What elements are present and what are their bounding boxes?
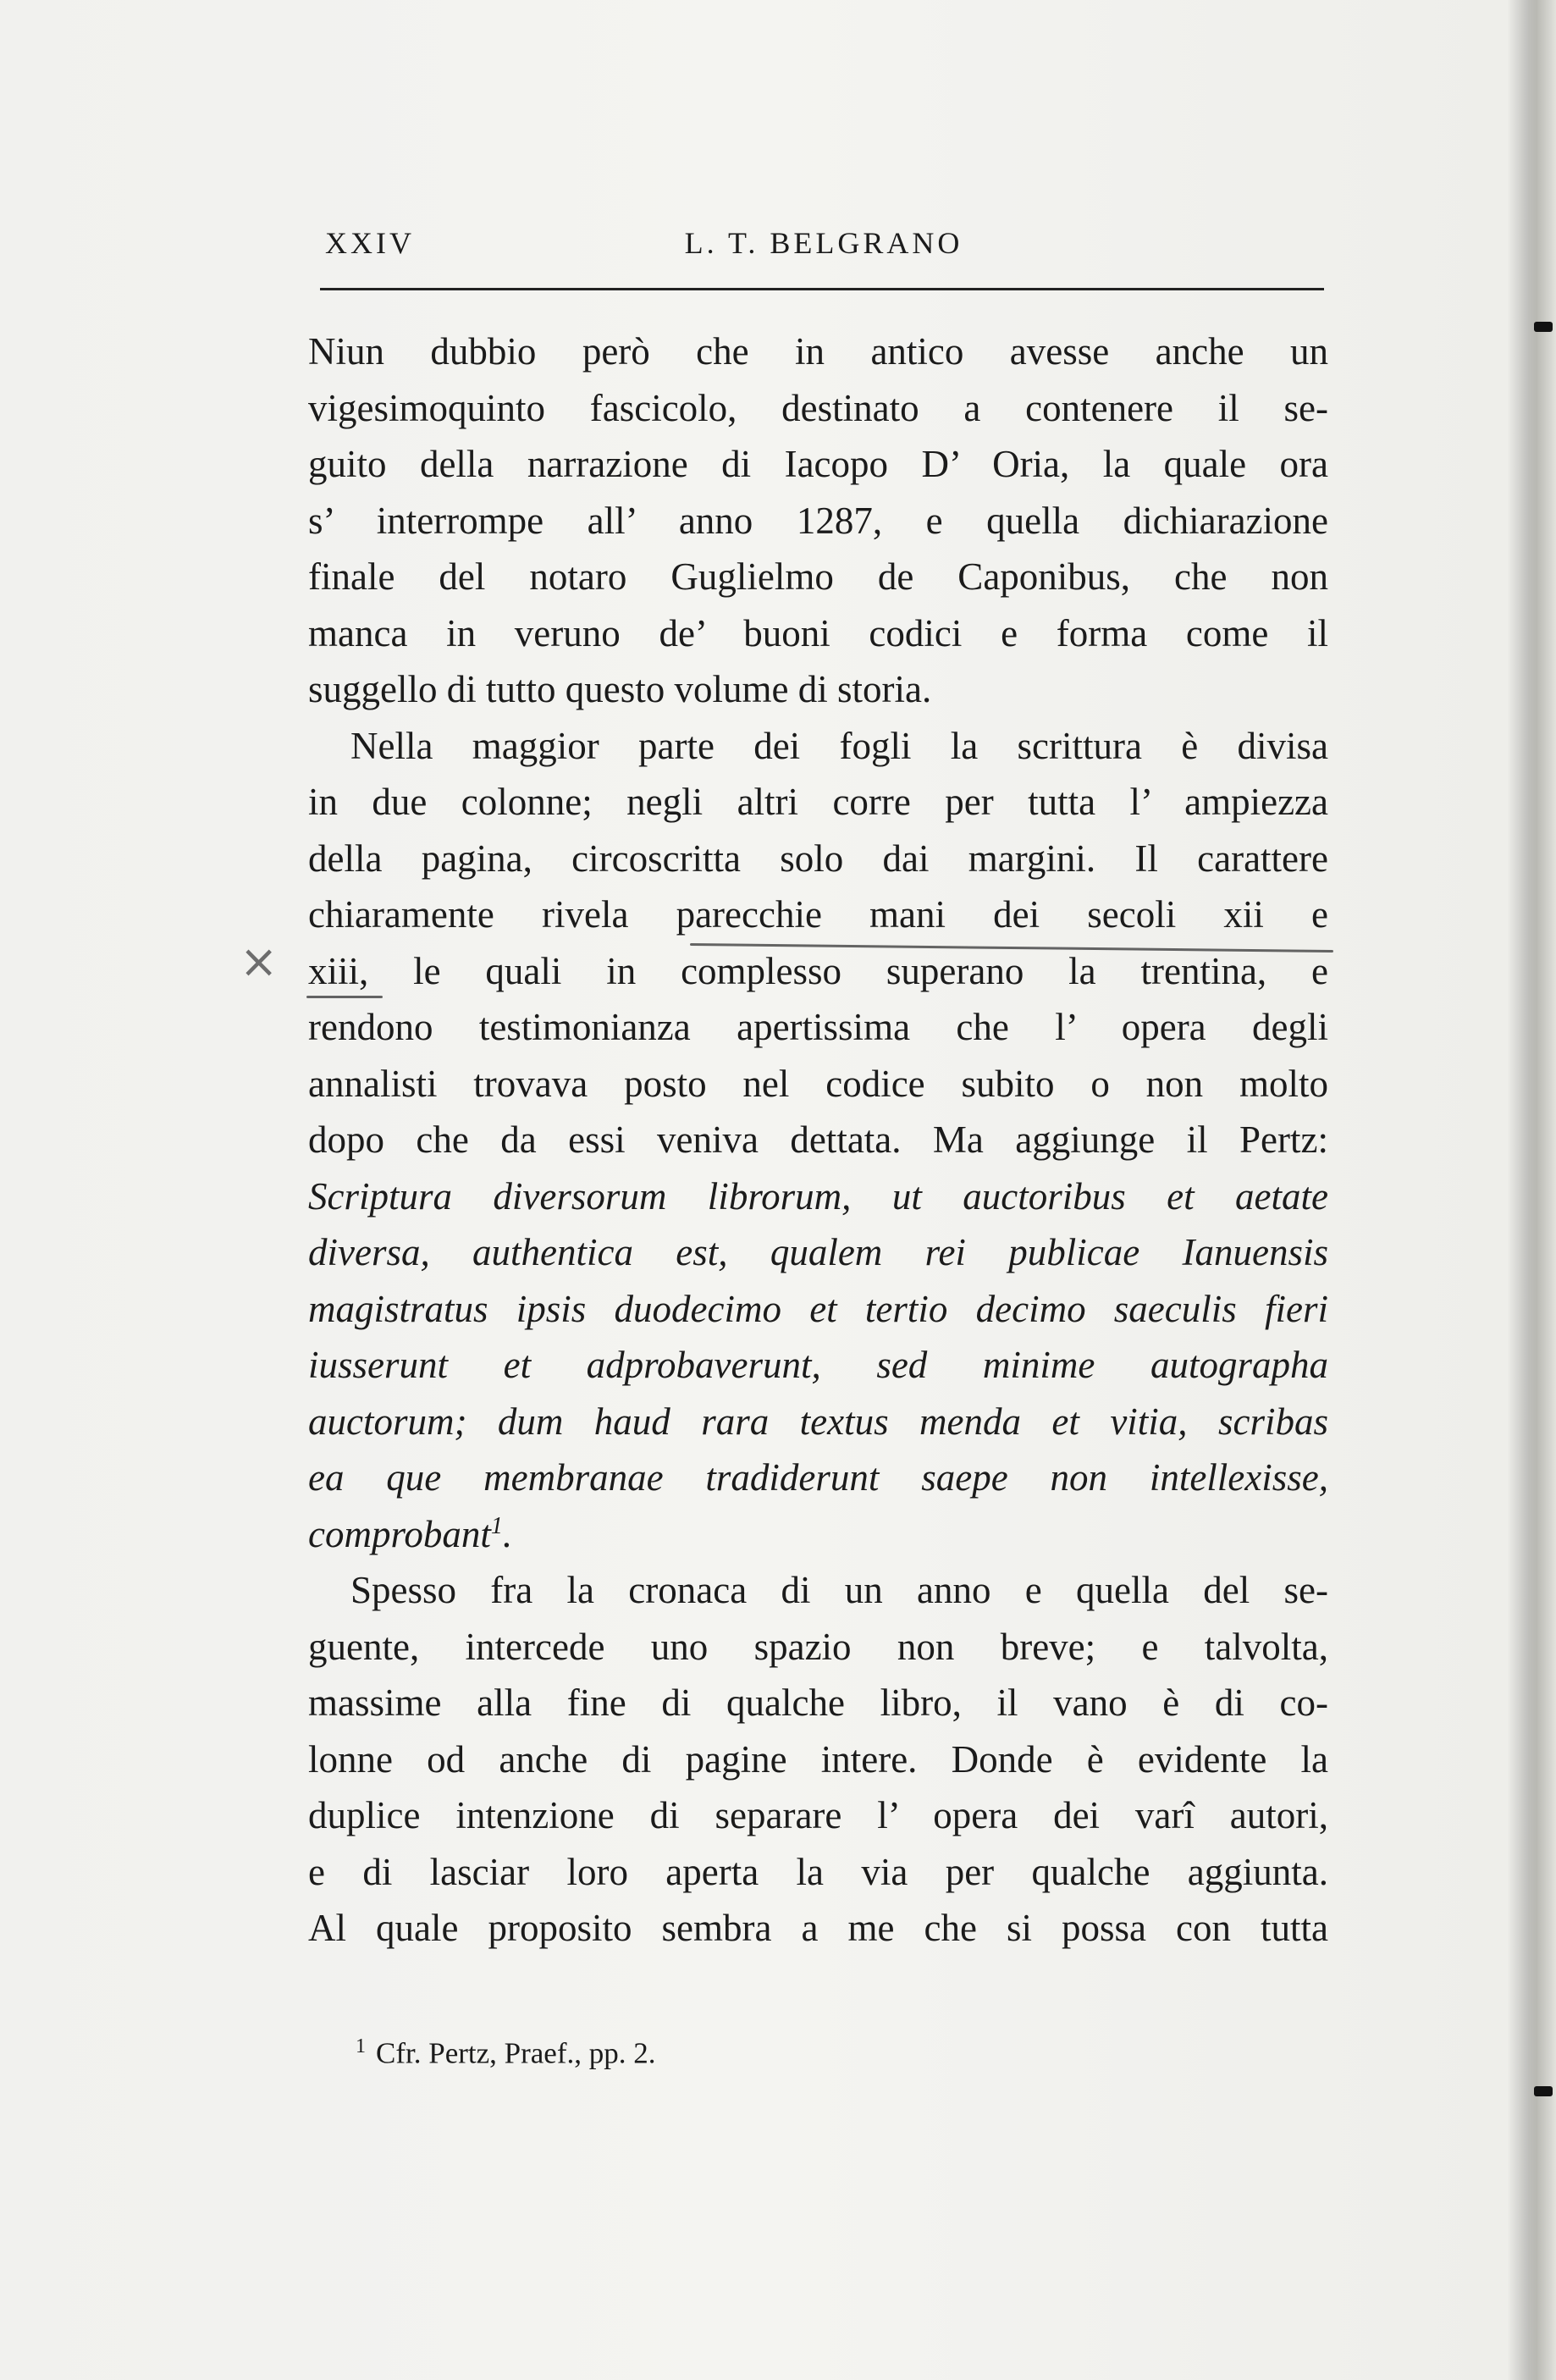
text-line: chiaramente rivela parecchie mani dei secoli xii e xyxy=(308,893,1328,936)
text-line: lonne od anche di pagine intere. Donde è evidente la xyxy=(308,1737,1328,1781)
pencil-underline xyxy=(306,996,383,998)
text-line: della pagina, circoscritta solo dai margini. Il carattere xyxy=(308,837,1328,880)
text-line: magistratus ipsis duodecimo et tertio decimo saeculis fieri xyxy=(308,1287,1328,1330)
pencil-cross-mark: × xyxy=(240,935,279,988)
text-line: dopo che da essi veniva dettata. Ma aggiunge il Pertz: xyxy=(308,1118,1328,1161)
footnote-reference: 1 xyxy=(490,1512,503,1539)
binding-tab xyxy=(1534,2086,1553,2096)
text-line: Scriptura diversorum librorum, ut auctoribus et aetate xyxy=(308,1174,1328,1218)
text-line: iusserunt et adprobaverunt, sed minime autographa xyxy=(308,1344,1328,1386)
text-line: Spesso fra la cronaca di un anno e quella del se- xyxy=(350,1569,1328,1611)
text-line: annalisti trovava posto nel codice subito o non molto xyxy=(308,1062,1328,1105)
text-line: Nella maggior parte dei fogli la scrittura è divisa xyxy=(350,724,1328,767)
running-title: L. T. BELGRANO xyxy=(684,226,963,260)
page-number: XXIV xyxy=(325,226,415,260)
text-line: diversa, authentica est, qualem rei publicae Ianuensis xyxy=(308,1231,1328,1273)
running-head xyxy=(325,225,1322,269)
footnote xyxy=(356,2035,1287,2078)
text-line: auctorum; dum haud rara textus menda et vitia, scribas xyxy=(308,1400,1328,1443)
text-line: guito della narrazione di Iacopo D’ Oria, la quale ora xyxy=(308,443,1328,485)
footnote-number: 1 xyxy=(356,2035,366,2057)
text-line: Niun dubbio però che in antico avesse anche un xyxy=(308,330,1328,373)
text-line: manca in veruno de’ buoni codici e forma come il xyxy=(308,611,1328,654)
text-line: suggello di tutto questo volume di storia. xyxy=(308,668,932,710)
footnote-text: Cfr. Pertz, Praef., pp. 2. xyxy=(376,2036,656,2070)
text-line: comprobant$^1$. xyxy=(308,1512,513,1555)
page-edge xyxy=(1507,0,1556,2380)
text-line: xiii, le quali in complesso superano la trentina, e xyxy=(308,949,1328,992)
header-rule xyxy=(320,288,1324,290)
binding-tab xyxy=(1534,322,1553,332)
text-line: in due colonne; negli altri corre per tutta l’ ampiezza xyxy=(308,781,1328,823)
text-line: Al quale proposito sembra a me che si possa con tutta xyxy=(308,1907,1328,1949)
text-line: finale del notaro Guglielmo de Caponibus, che non xyxy=(308,555,1328,598)
text-line: massime alla fine di qualche libro, il vano è di co- xyxy=(308,1681,1328,1724)
text-line: guente, intercede uno spazio non breve; e talvolta, xyxy=(308,1625,1328,1668)
text-line: vigesimoquinto fascicolo, destinato a contenere il se- xyxy=(308,386,1328,429)
text-line: ea que membranae tradiderunt saepe non intellexisse, xyxy=(308,1456,1328,1499)
body-text xyxy=(308,323,1328,1957)
text-line: rendono testimonianza apertissima che l’ opera degli xyxy=(308,1006,1328,1048)
text-line: e di lasciar loro aperta la via per qualche aggiunta. xyxy=(308,1850,1328,1893)
text-line: duplice intenzione di separare l’ opera dei varî autori, xyxy=(308,1794,1328,1836)
text-line: s’ interrompe all’ anno 1287, e quella dichiarazione xyxy=(308,499,1328,542)
